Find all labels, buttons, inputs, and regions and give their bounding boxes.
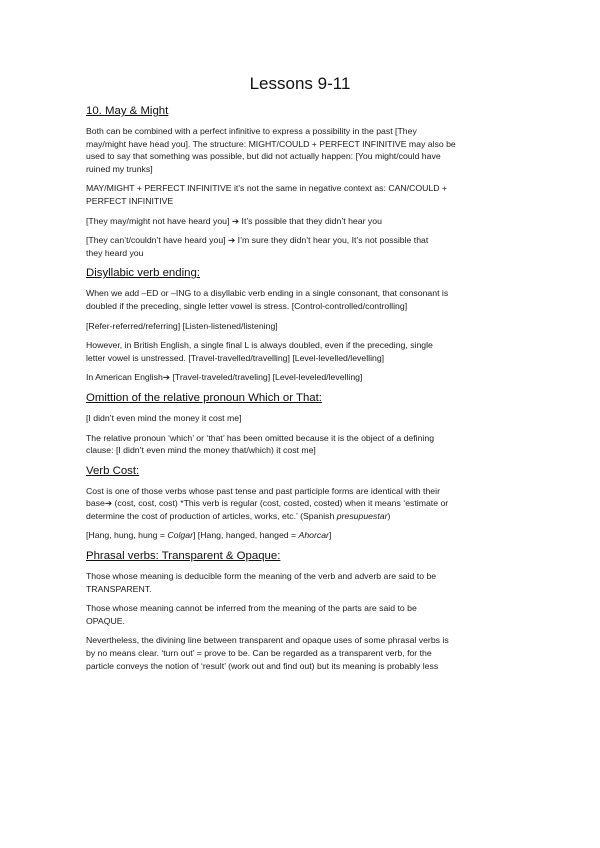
paragraph [86, 371, 518, 384]
text-line: base➔ (cost, cost, cost) *This verb is regular (cost, costed, costed) when it means ‘estimate or [86, 498, 449, 509]
paragraph [86, 182, 518, 207]
paragraph [86, 125, 518, 175]
text-line: [They can’t/couldn’t have heard you] ➔ I’m sure they didn’t hear you, It’s not possible that [86, 235, 429, 246]
text-line: The relative pronoun ‘which’ or ‘that’ has been omitted because it is the object of a defining [86, 432, 435, 443]
arrow-icon: ➔ [104, 498, 113, 509]
arrow-icon: ➔ [231, 215, 240, 226]
section-heading: Omittion of the relative pronoun Which or That: [86, 391, 322, 404]
paragraph [86, 412, 518, 425]
text-line: In American English➔ [Travel-traveled/traveling] [Level-leveled/levelling] [86, 372, 363, 383]
text-line: clause: [I didn’t even mind the money that/which) it cost me] [86, 445, 316, 456]
paragraph [86, 529, 518, 542]
section-heading: 10. May & Might [86, 105, 169, 117]
text-line: letter vowel is unstressed. [Travel-travelled/travelling] [Level-levelled/levelling] [86, 352, 385, 363]
text-line: ruined my trunks] [86, 163, 153, 174]
page-title: Lessons 9-11 [249, 74, 351, 93]
paragraph [86, 215, 518, 228]
text-line: determine the cost of production of articles, works, etc.’ (Spanish presupuestar) [86, 510, 391, 521]
text-line: However, in British English, a single final L is always doubled, even if the preceding, single [86, 340, 433, 351]
paragraph [86, 570, 518, 595]
italic-term: presupuestar [336, 510, 388, 521]
text-line: [They may/might not have heard you] ➔ It’s possible that they didn’t hear you [86, 215, 382, 226]
paragraph [86, 234, 518, 259]
section-heading: Phrasal verbs: Transparent & Opaque: [86, 550, 281, 563]
text-line: MAY/MIGHT + PERFECT INFINITIVE it’s not the same in negative context as: CAN/COULD + [86, 183, 447, 194]
text-line: Cost is one of those verbs whose past tense and past participle forms are identical with their [86, 485, 440, 496]
section-heading: Disyllabic verb ending: [86, 267, 200, 280]
paragraph [86, 320, 518, 333]
italic-term: Colgar [167, 530, 193, 541]
text-line: [Hang, hung, hung = Colgar] [Hang, hanged, hanged = Ahorcar] [86, 530, 332, 541]
text-line: PERFECT INFINITIVE [86, 195, 174, 206]
arrow-icon: ➔ [227, 235, 236, 246]
text-line: Both can be combined with a perfect infinitive to express a possibility in the past [They [86, 126, 417, 136]
text-line: TRANSPARENT. [86, 583, 152, 594]
text-line: When we add –ED or –ING to a disyllabic verb ending in a single consonant, that consonant is [86, 288, 449, 299]
paragraph [86, 485, 518, 523]
text-line: Those whose meaning is deducible form the meaning of the verb and adverb are said to be [86, 571, 437, 582]
text-line: [I didn’t even mind the money it cost me] [86, 412, 242, 423]
text-line: by no means clear. ‘turn out’ = prove to be. Can be regarded as a transparent verb, for the [86, 648, 432, 659]
arrow-icon: ➔ [162, 372, 171, 383]
text-line: OPAQUE. [86, 615, 125, 626]
text-line: may/might have head you]. The structure: MIGHT/COULD + PERFECT INFINITIVE may also be [86, 138, 456, 149]
text-line: Those whose meaning cannot be inferred from the meaning of the parts are said to be [86, 603, 417, 614]
paragraph [86, 432, 518, 457]
text-line: Nevertheless, the divining line between transparent and opaque uses of some phrasal verbs is [86, 635, 449, 646]
paragraph [86, 634, 518, 672]
text-line: doubled if the preceding, single letter vowel is stress. [Control-controlled/controlling] [86, 300, 408, 311]
document-body [86, 104, 518, 679]
text-line: used to say that something was possible, but did not actually happen: [You might/could have [86, 151, 441, 162]
italic-term: Ahorcar [298, 530, 329, 541]
text-line: [Refer-referred/referring] [Listen-listened/listening] [86, 320, 278, 331]
paragraph [86, 287, 518, 312]
text-line: particle conveys the notion of ‘result’ (work out and find out) but its meaning is probably less [86, 660, 439, 671]
paragraph [86, 339, 518, 364]
text-line: they heard you [86, 247, 144, 258]
section-heading: Verb Cost: [86, 464, 140, 477]
paragraph [86, 602, 518, 627]
